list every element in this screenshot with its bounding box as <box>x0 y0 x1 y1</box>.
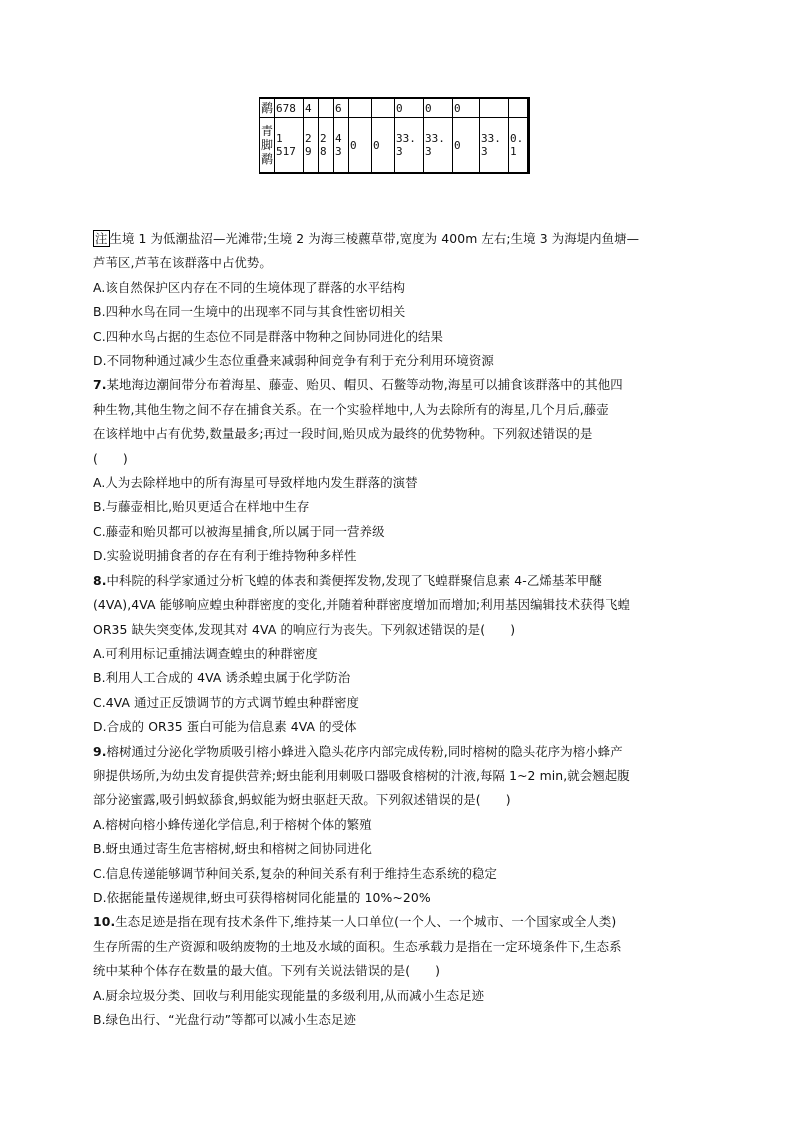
question-text: 生存所需的生产资源和吸纳废物的土地及水域的面积。生态承载力是指在一定环境条件下,生态系 <box>93 938 622 954</box>
question-9 <box>93 740 705 764</box>
table-cell <box>349 98 372 118</box>
table-cell: 33. 3 <box>395 118 424 174</box>
question-number: 10. <box>93 914 116 930</box>
note-text: 芦苇区,芦苇在该群落中占优势。 <box>93 255 272 271</box>
option-d: D.实验说明捕食者的存在有利于维持物种多样性 <box>93 548 357 564</box>
table-cell: 0 <box>453 118 480 174</box>
table-cell: 4 3 <box>334 118 349 174</box>
option-d: D.依据能量传递规律,蚜虫可获得榕树同化能量的 10%~20% <box>93 889 431 905</box>
table-cell: 33. 3 <box>424 118 453 174</box>
table-row <box>260 98 529 118</box>
question-text: 中科院的科学家通过分析飞蝗的体表和粪便挥发物,发现了飞蝗群聚信息素 4-乙烯基苯甲醚 <box>106 572 602 588</box>
question-text: 生态足迹是指在现有技术条件下,维持某一人口单位(一个人、一个城市、一个国家或全人类) <box>115 914 617 930</box>
table-cell <box>509 98 529 118</box>
question-text: 种生物,其他生物之间不存在捕食关系。在一个实验样地中,人为去除所有的海星,几个月后,藤壶 <box>93 401 609 417</box>
table-cell <box>319 98 334 118</box>
table-cell: 6 <box>334 98 349 118</box>
table-cell <box>480 98 509 118</box>
note-label: 注 <box>95 231 108 246</box>
table-cell: 0 <box>424 98 453 118</box>
table-cell <box>372 98 395 118</box>
option-a: A.人为去除样地中的所有海星可导致样地内发生群落的演替 <box>93 475 418 491</box>
question-text: 卵提供场所,为幼虫发育提供营养;蚜虫能利用刺吸口器吸食榕树的汁液,每隔 1~2 min,就会翘起腹 <box>93 767 630 783</box>
question-text: OR35 缺失突变体,发现其对 4VA 的响应行为丧失。下列叙述错误的是( ) <box>93 621 516 637</box>
table-cell: 1 517 <box>275 118 304 174</box>
question-8 <box>93 569 705 593</box>
table-cell: 0 <box>349 118 372 174</box>
question-10 <box>93 910 705 934</box>
table-cell: 2 9 <box>304 118 319 174</box>
option-c: C.信息传递能够调节种间关系,复杂的种间关系有利于维持生态系统的稳定 <box>93 865 498 881</box>
option-b: B.与藤壶相比,贻贝更适合在样地中生存 <box>93 499 310 515</box>
row-head: 鹬 <box>260 98 275 118</box>
question-number: 7. <box>93 377 107 393</box>
question-text: 某地海边潮间带分布着海星、藤壶、贻贝、帽贝、石鳖等动物,海星可以捕食该群落中的其他四 <box>106 377 623 393</box>
option-c: C.4VA 通过正反馈调节的方式调节蝗虫种群密度 <box>93 694 360 710</box>
option-b: B.绿色出行、“光盘行动”等都可以减小生态足迹 <box>93 1012 356 1027</box>
question-body <box>93 227 705 1032</box>
option-a: A.榕树向榕小蜂传递化学信息,利于榕树个体的繁殖 <box>93 816 372 832</box>
row-head: 青脚鹬 <box>260 118 275 174</box>
question-number: 9. <box>93 743 107 759</box>
table-cell: 4 <box>304 98 319 118</box>
question-text: 统中某种个体存在数量的最大值。下列有关说法错误的是( ) <box>93 963 441 979</box>
table-cell: 0 <box>395 98 424 118</box>
option-c: C.藤壶和贻贝都可以被海星捕食,所以属于同一营养级 <box>93 523 385 539</box>
table-cell: 0 <box>372 118 395 174</box>
table-cell: 678 <box>275 98 304 118</box>
option-d: D.不同物种通过减少生态位重叠来减弱种间竞争有利于充分利用环境资源 <box>93 353 494 369</box>
table-note <box>93 227 705 251</box>
question-text: 榕树通过分泌化学物质吸引榕小蜂进入隐头花序内部完成传粉,同时榕树的隐头花序为榕小蜂产 <box>106 743 623 759</box>
waterbird-table <box>259 97 530 174</box>
option-d: D.合成的 OR35 蛋白可能为信息素 4VA 的受体 <box>93 719 357 735</box>
table-cell: 33. 3 <box>480 118 509 174</box>
question-text: 在该样地中占有优势,数量最多;再过一段时间,贻贝成为最终的优势物种。下列叙述错误的是 <box>93 426 593 442</box>
option-c: C.四种水鸟占据的生态位不同是群落中物种之间协同进化的结果 <box>93 328 444 344</box>
option-b: B.蚜虫通过寄生危害榕树,蚜虫和榕树之间协同进化 <box>93 841 372 857</box>
question-text: 部分泌蜜露,吸引蚂蚁舔食,蚂蚁能为蚜虫驱赶天敌。下列叙述错误的是( ) <box>93 792 511 808</box>
note-text: 生境 1 为低潮盐沼—光滩带;生境 2 为海三棱藨草带,宽度为 400m 左右;生境 3 为海堤内鱼塘— <box>109 231 640 246</box>
question-text: (4VA),4VA 能够响应蝗虫种群密度的变化,并随着种群密度增加而增加;利用基因编辑技术获得飞蝗 <box>93 597 631 613</box>
question-7 <box>93 373 705 397</box>
option-a: A.该自然保护区内存在不同的生境体现了群落的水平结构 <box>93 279 406 295</box>
table-cell: 0. 1 <box>509 118 529 174</box>
option-b: B.四种水鸟在同一生境中的出现率不同与其食性密切相关 <box>93 304 406 320</box>
table-cell: 0 <box>453 98 480 118</box>
table-cell: 2 8 <box>319 118 334 174</box>
question-number: 8. <box>93 572 107 588</box>
answer-blank: ( ) <box>93 450 128 466</box>
table-row <box>260 118 529 174</box>
option-a: A.厨余垃圾分类、回收与利用能实现能量的多级利用,从而减小生态足迹 <box>93 987 485 1003</box>
option-b: B.利用人工合成的 4VA 诱杀蝗虫属于化学防治 <box>93 670 351 686</box>
option-a: A.可利用标记重捕法调查蝗虫的种群密度 <box>93 645 318 661</box>
